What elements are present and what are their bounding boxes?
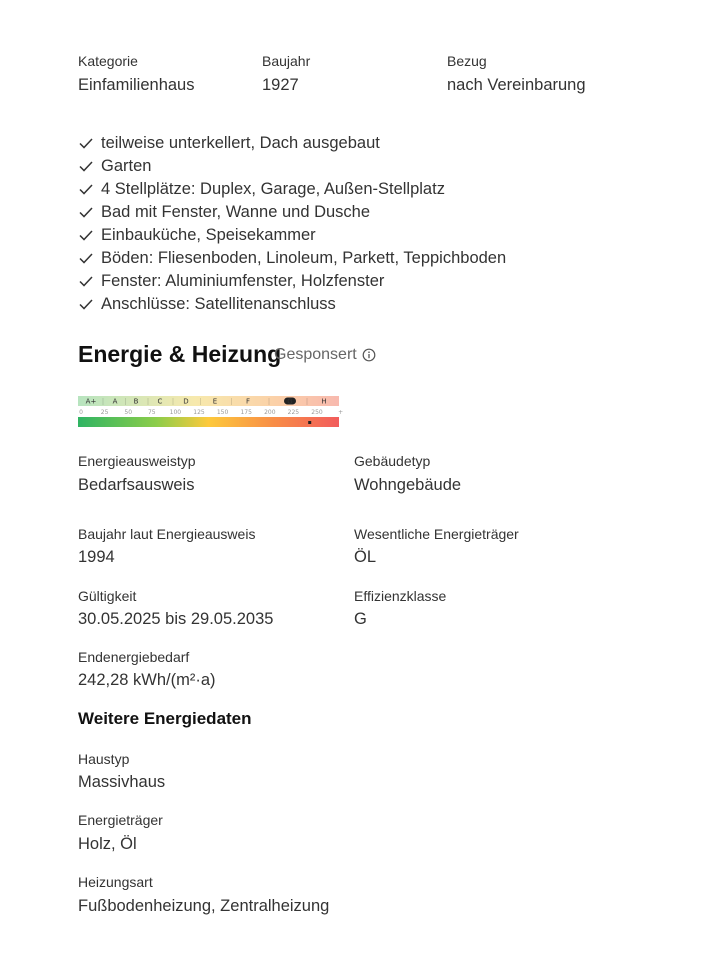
more-value-energietraeger: Holz, Öl — [78, 835, 137, 853]
energy-label-endenergiebedarf: Endenergiebedarf — [78, 649, 190, 665]
scale-tick-label: 175 — [240, 409, 252, 416]
scale-class-label: B — [133, 397, 139, 406]
scale-class-label: A+ — [85, 397, 97, 406]
fact-value-kategorie: Einfamilienhaus — [78, 76, 195, 94]
fact-label-baujahr: Baujahr — [262, 53, 311, 69]
scale-tick-label: 225 — [287, 409, 300, 416]
check-icon — [78, 224, 94, 246]
feature-text: Bad mit Fenster, Wanne und Dusche — [101, 203, 371, 221]
scale-class-label: G — [287, 397, 293, 406]
scale-class-label: A — [112, 397, 118, 406]
more-label-energietraeger: Energieträger — [78, 812, 163, 828]
scale-tick-label: 25 — [100, 409, 109, 416]
energy-value-baujahr: 1994 — [78, 548, 115, 566]
feature-text: Fenster: Aluminiumfenster, Holzfenster — [101, 272, 385, 290]
more-energy-heading: Weitere Energiedaten — [78, 709, 252, 728]
energy-value-endenergiebedarf: 242,28 kWh/(m²·a) — [78, 671, 216, 689]
scale-value-marker — [308, 421, 311, 424]
scale-tick-label: 150 — [216, 409, 229, 416]
feature-text: Garten — [101, 157, 152, 175]
feature-text: Böden: Fliesenboden, Linoleum, Parkett, Teppichboden — [101, 249, 507, 267]
scale-tick-label: 200 — [264, 409, 276, 416]
fact-label-bezug: Bezug — [447, 53, 487, 69]
sponsored-label: Gesponsert — [274, 346, 357, 363]
energy-label-traeger: Wesentliche Energieträger — [354, 526, 519, 542]
fact-label-kategorie: Kategorie — [78, 53, 138, 69]
feature-text: 4 Stellplätze: Duplex, Garage, Außen-Stellplatz — [101, 180, 445, 198]
scale-tick-label: 125 — [193, 409, 205, 416]
energy-label-gueltigkeit: Gültigkeit — [78, 588, 137, 604]
energy-label-effizienzklasse: Effizienzklasse — [354, 588, 447, 604]
feature-text: Einbauküche, Speisekammer — [101, 226, 316, 244]
sponsored-badge[interactable] — [274, 345, 376, 365]
check-icon — [78, 247, 94, 269]
energy-value-gueltigkeit: 30.05.2025 bis 29.05.2035 — [78, 610, 274, 628]
energy-value-ausweistyp: Bedarfsausweis — [78, 476, 195, 494]
scale-class-label: D — [183, 397, 189, 406]
check-icon — [78, 178, 94, 200]
energy-value-effizienzklasse: G — [354, 610, 367, 628]
check-icon — [78, 293, 94, 315]
check-icon — [78, 270, 94, 292]
info-icon[interactable] — [362, 348, 376, 362]
scale-tick-label: 0 — [79, 409, 83, 416]
feature-text: teilweise unterkellert, Dach ausgebaut — [101, 134, 380, 152]
energy-label-gebaeudetyp: Gebäudetyp — [354, 453, 431, 469]
scale-tick-label: 250 — [311, 409, 323, 416]
energy-label-ausweistyp: Energieausweistyp — [78, 453, 196, 469]
scale-class-label: H — [321, 397, 327, 406]
more-label-haustyp: Haustyp — [78, 751, 130, 767]
energy-heading: Energie & Heizung — [78, 341, 282, 367]
check-icon — [78, 201, 94, 223]
scale-class-label: F — [245, 397, 251, 406]
scale-tick-label: 50 — [124, 409, 133, 416]
scale-tick-label: 100 — [169, 409, 182, 416]
more-label-heizungsart: Heizungsart — [78, 874, 153, 890]
feature-text: Anschlüsse: Satellitenanschluss — [101, 295, 336, 313]
scale-tick-label: 75 — [147, 409, 156, 416]
check-icon — [78, 155, 94, 177]
energy-label-baujahr: Baujahr laut Energieausweis — [78, 526, 256, 542]
scale-class-label: E — [212, 397, 218, 406]
scale-class-label: C — [157, 397, 163, 406]
check-icon — [78, 132, 94, 154]
energy-value-traeger: ÖL — [354, 548, 377, 566]
energy-value-gebaeudetyp: Wohngebäude — [354, 476, 462, 494]
energy-efficiency-scale — [78, 395, 344, 429]
more-value-heizungsart: Fußbodenheizung, Zentralheizung — [78, 897, 330, 915]
fact-value-baujahr: 1927 — [262, 76, 299, 94]
fact-value-bezug: nach Vereinbarung — [447, 76, 586, 94]
more-value-haustyp: Massivhaus — [78, 773, 166, 791]
scale-color-bar — [78, 417, 339, 427]
scale-tick-label: + — [338, 409, 344, 416]
